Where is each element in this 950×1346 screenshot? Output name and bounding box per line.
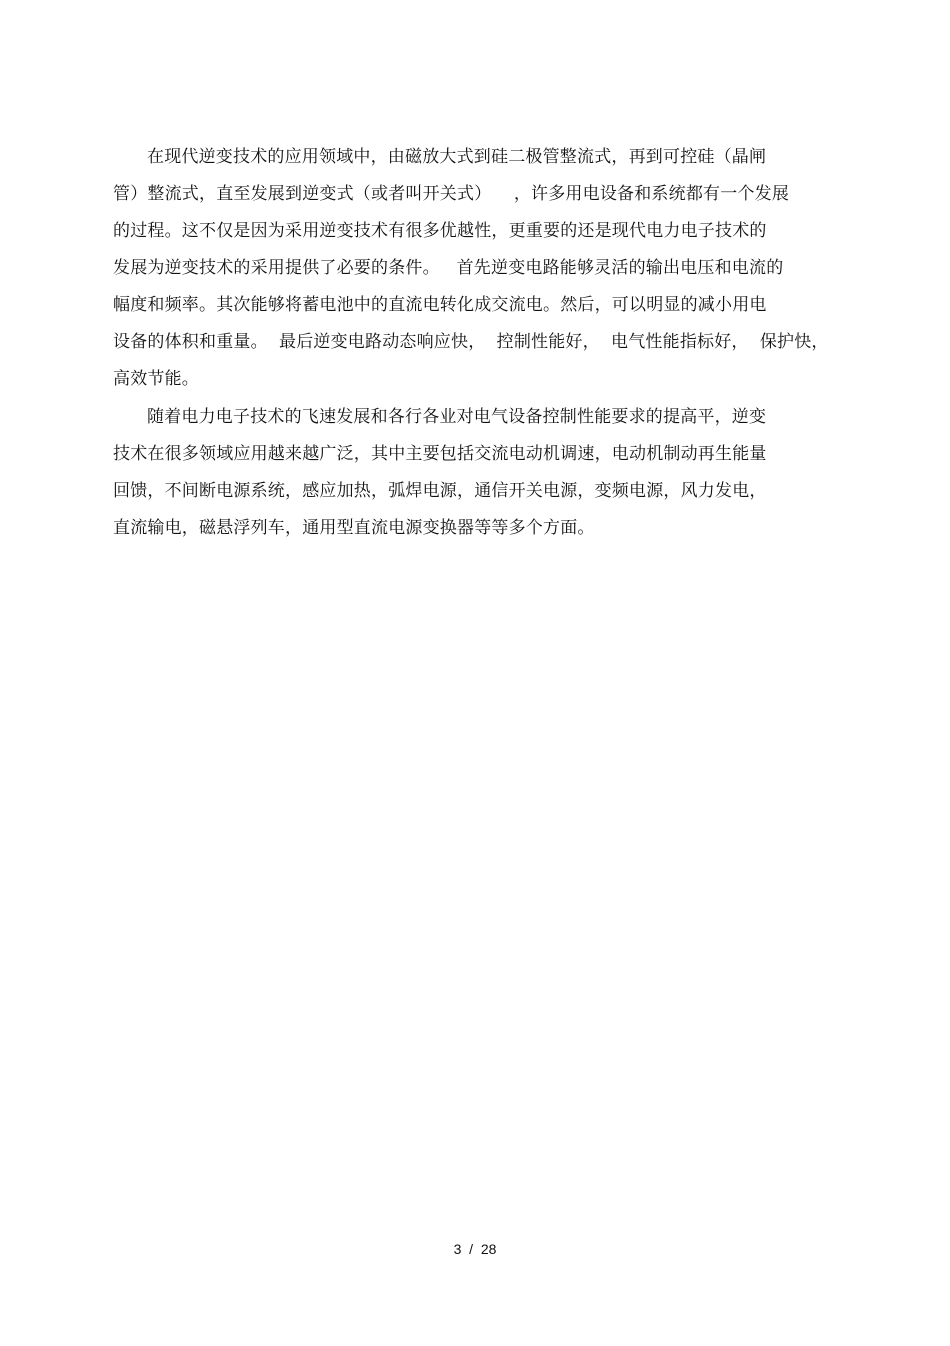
paragraph-1-line-5: 幅度和频率。其次能够将蓄电池中的直流电转化成交流电。然后，可以明显的减小用电 <box>113 295 767 315</box>
paragraph-1-line-2: 管）整流式，直至发展到逆变式（或者叫开关式） ，许多用电设备和系统都有一个发展 <box>113 184 790 204</box>
paragraph-2-line-2: 技术在很多领域应用越来越广泛，其中主要包括交流电动机调速，电动机制动再生能量 <box>113 444 767 464</box>
paragraph-2-line-4: 直流输电，磁悬浮列车，通用型直流电源变换器等等多个方面。 <box>113 518 595 538</box>
paragraph-2-line-3: 回馈，不间断电源系统，感应加热，弧焊电源，通信开关电源，变频电源，风力发电， <box>113 481 767 501</box>
paragraph-1-line-4: 发展为逆变技术的采用提供了必要的条件。 首先逆变电路能够灵活的输出电压和电流的 <box>113 258 784 278</box>
page-number: 3 / 28 <box>453 1241 497 1257</box>
paragraph-1-line-7: 高效节能。 <box>113 369 199 389</box>
paragraph-1-line-3: 的过程。这不仅是因为采用逆变技术有很多优越性，更重要的还是现代电力电子技术的 <box>113 221 767 241</box>
paragraph-2-line-1: 随着电力电子技术的飞速发展和各行各业对电气设备控制性能要求的提高平，逆变 <box>147 407 767 427</box>
paragraph-1-line-1: 在现代逆变技术的应用领域中，由磁放大式到硅二极管整流式，再到可控硅（晶闸 <box>147 147 767 167</box>
paragraph-1-line-6: 设备的体积和重量。 最后逆变电路动态响应快， 控制性能好， 电气性能指标好， 保护快， <box>113 332 829 352</box>
